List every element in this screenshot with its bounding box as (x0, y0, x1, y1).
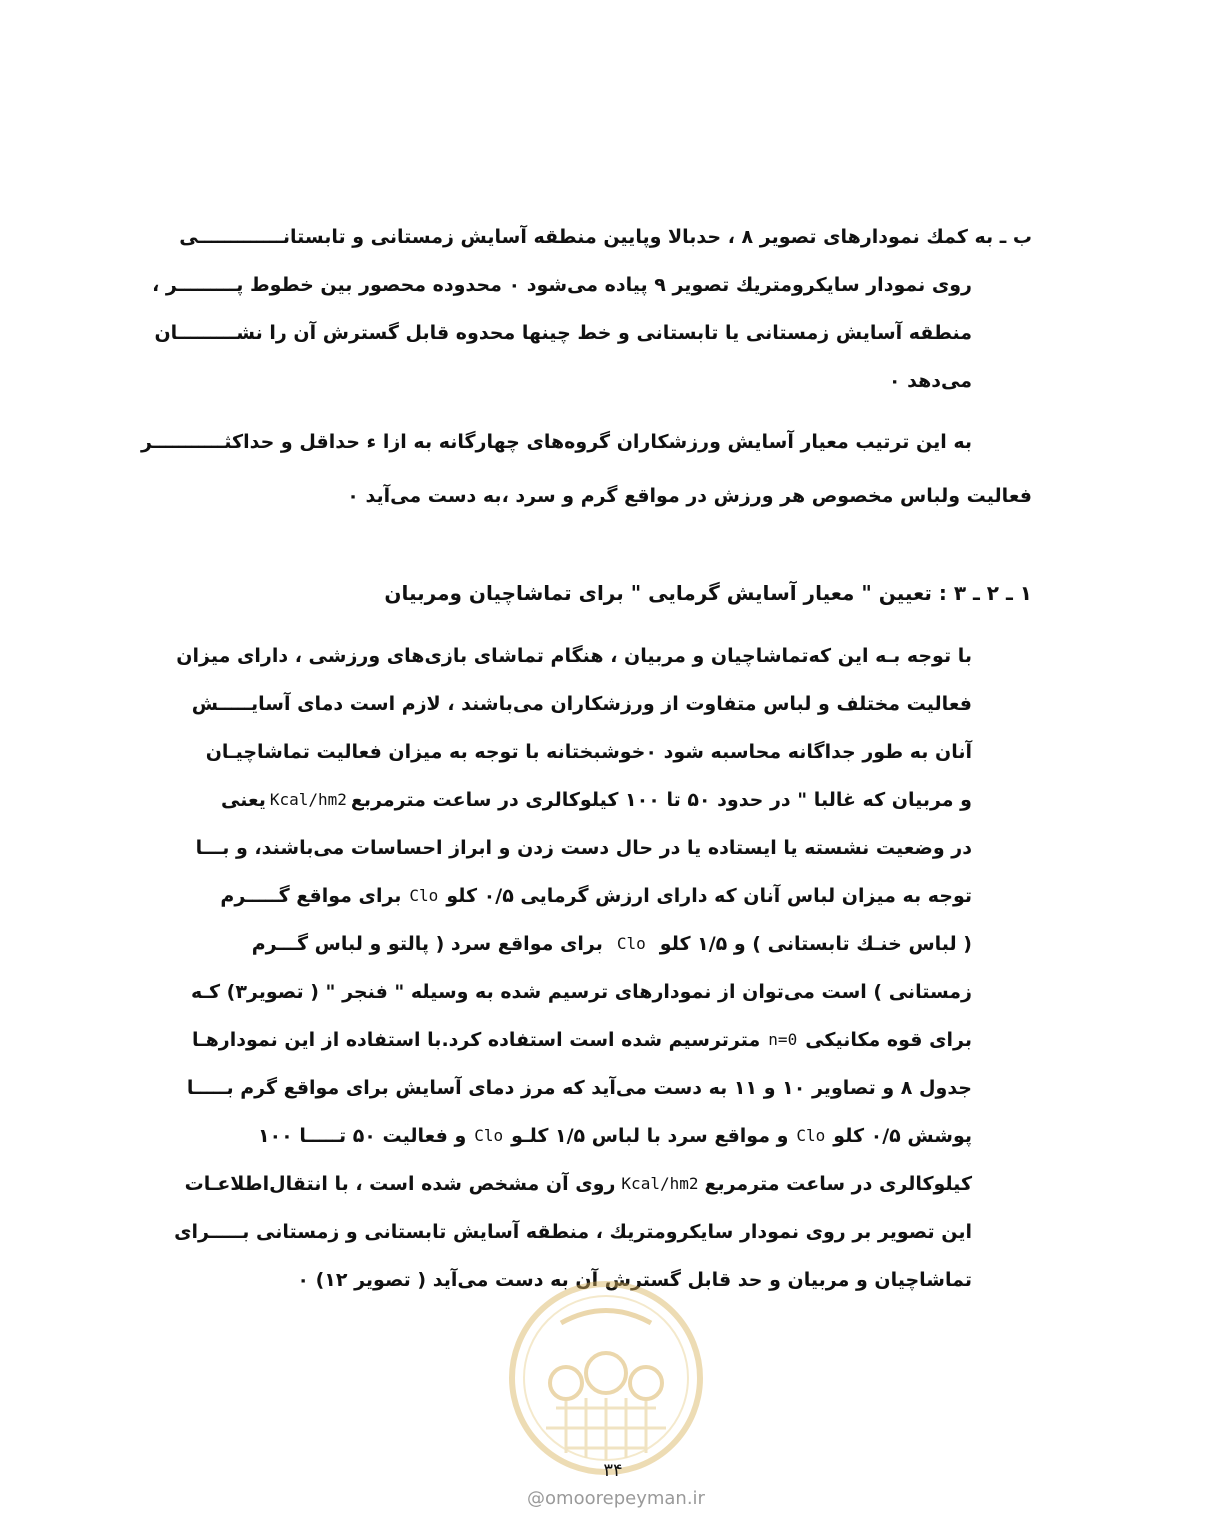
paragraph-b-line-4 (242, 366, 972, 396)
unit-clo: Clo (616, 934, 646, 953)
unit-clo: Clo (474, 1126, 504, 1145)
body-line-8 (190, 977, 972, 1007)
text: یعنی (221, 789, 266, 811)
body-line-7 (242, 929, 972, 959)
text: به این ترتیب معیار آسایش ورزشکاران گروه‌های چهارگانه به ازا ء حداقل و حداکثـــــــــــر (141, 431, 972, 453)
text: ب ـ به کمك نمودارهای تصویر ۸ ، حدبالا وپایین منطقه آسایش زمستانی و تابستانـــــــــــــی (179, 226, 1032, 248)
watermark-site-text: @omoorepeyman.ir (527, 1488, 705, 1509)
unit-kcal: Kcal/hm2 (621, 1174, 699, 1193)
paragraph-c-line-2 (242, 481, 1032, 511)
text: می‌دهد ۰ (888, 370, 972, 392)
unit-clo: Clo (796, 1126, 826, 1145)
paragraph-b-line-1 (179, 222, 1032, 252)
paragraph-b-line-2 (152, 270, 972, 300)
text: منطقه آسایش زمستانی یا تابستانی و خط چینها محدوه قابل گسترش آن را نشـــــــــان (154, 322, 972, 344)
paragraph-b-line-3 (154, 318, 972, 348)
unit-clo: Clo (409, 886, 439, 905)
text: برای مواقع سرد ( پالتو و لباس گـــرم (251, 933, 603, 955)
text: و فعالیت ۵۰ تـــــا ۱۰۰ (257, 1125, 467, 1147)
text: جدول ۸ و تصاویر ۱۰ و ۱۱ به دست می‌آید که مرز دمای آسایش برای مواقع گرم بـــــا (186, 1077, 972, 1099)
body-line-2 (191, 689, 972, 719)
text: این تصویر بر روی نمودار سایکرومتریك ، منطقه آسایش تابستانی و زمستانی بـــــرای (174, 1221, 972, 1243)
text: فعالیت مختلف و لباس متفاوت از ورزشکاران می‌باشند ، لازم است دمای آسایـــــش (191, 693, 972, 715)
body-line-11 (242, 1121, 972, 1151)
text: و مربیان که غالبا " در حدود ۵۰ تا ۱۰۰ کیلوکالری در ساعت مترمربع (350, 789, 972, 811)
watermark-seal-icon (506, 1278, 706, 1478)
unit-kcal: Kcal/hm2 (269, 790, 347, 809)
page-number: ۳۴ (603, 1460, 623, 1481)
text: پوشش ۰/۵ کلو (833, 1125, 972, 1147)
body-line-6 (220, 881, 972, 911)
text: روی آن مشخص شده است ، با انتقال‌اطلاعـات (184, 1173, 616, 1195)
text: و مواقع سرد با لباس ۱/۵ کلـو (511, 1125, 789, 1147)
body-line-12 (184, 1169, 972, 1199)
text: آنان به طور جداگانه محاسبه شود ۰خوشبختانه با توجه به میزان فعالیت تماشاچیـان (205, 741, 972, 763)
section-heading (242, 578, 1032, 608)
unit-n: n=0 (768, 1030, 798, 1049)
text: برای قوه مکانیکی (805, 1029, 972, 1051)
body-line-3 (205, 737, 972, 767)
body-line-5 (195, 833, 972, 863)
text: کیلوکالری در ساعت مترمربع (704, 1173, 972, 1195)
text: برای مواقع گـــــرم (220, 885, 402, 907)
text: با توجه بـه این که‌تماشاچیان و مربیان ، هنگام تماشای بازی‌های ورزشی ، دارای میزان (176, 645, 972, 667)
body-line-4 (221, 785, 972, 815)
body-line-13 (174, 1217, 972, 1247)
text: روی نمودار سایکرومتریك تصویر ۹ پیاده می‌شود ۰ محدوده محصور بین خطوط پـــــــــر ، (152, 274, 972, 296)
text: مترترسیم شده است استفاده کرد.با استفاده از این نمودارهـا (192, 1029, 761, 1051)
body-line-9 (192, 1025, 972, 1055)
text: تماشاچیان و مربیان و حد قابل گسترش آن به دست می‌آید ( تصویر ۱۲) ۰ (297, 1269, 972, 1291)
heading-text: ۱ ـ ۲ ـ ۳ : تعیین " معیار آسایش گرمایی " برای تماشاچیان ومربیان (384, 581, 1032, 605)
text: زمستانی ) است می‌توان از نمودارهای ترسیم شده به وسیله " فنجر " ( تصویر۳) کـه (190, 981, 972, 1003)
body-line-10 (186, 1073, 972, 1103)
text: فعالیت ولباس مخصوص هر ورزش در مواقع گرم و سرد ،به دست می‌آید ۰ (347, 485, 1032, 507)
text: ( لباس خنـك تابستانی ) و ۱/۵ کلو (659, 933, 972, 955)
text: توجه به میزان لباس آنان که دارای ارزش گرمایی ۰/۵ کلو (446, 885, 972, 907)
text: در وضعیت نشسته یا ایستاده یا در حال دست زدن و ابراز احساسات می‌باشند، و بـــا (195, 837, 972, 859)
paragraph-c-line-1 (141, 427, 972, 457)
body-line-1 (176, 641, 972, 671)
